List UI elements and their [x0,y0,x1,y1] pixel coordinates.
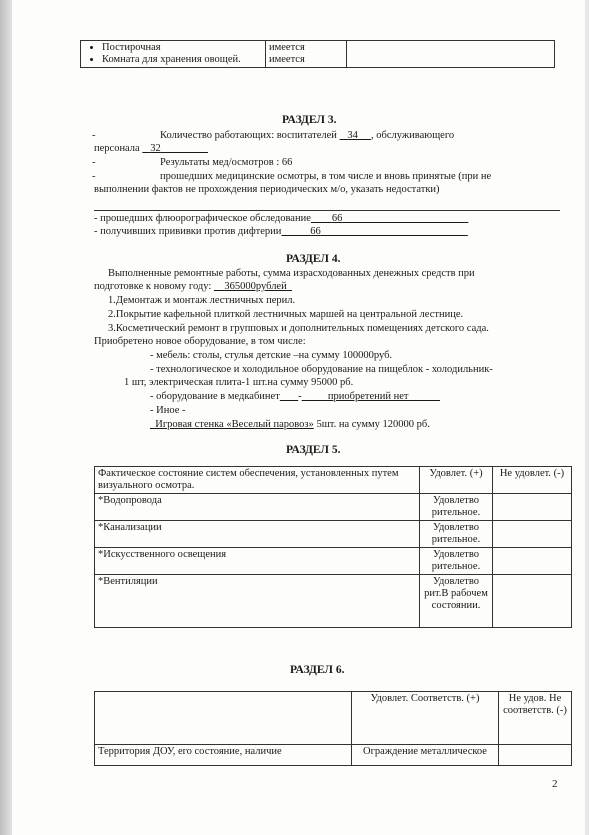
table-cell-empty [499,745,572,766]
repair-item: 1.Демонтаж и монтаж лестничных перил. [108,295,296,306]
table-row [81,41,555,68]
rooms-table [80,40,555,68]
table-cell-empty [493,494,572,521]
table-cell: имеется [269,54,305,65]
system-status: Удовлетво рительное. [420,494,493,521]
equipment-heading: Приобретено новое оборудование, в том числе: [94,336,306,347]
system-name: *Водопровода [95,494,420,521]
table-cell-empty [493,548,572,575]
page-number: 2 [552,778,558,790]
equipment-item: - мебель: столы, стулья детские –на сумму 100000руб. [150,350,393,361]
repair-item: 2.Покрытие кафельной плиткой лестничных маршей на центральной лестнице. [108,309,464,320]
table-cell: Ограждение металлическое [352,745,499,766]
vacc-line: - получивших прививки против дифтерии 66 [94,226,321,237]
table-row [95,745,572,766]
table-row [95,521,572,548]
equipment-item-cont: 1 шт, электрическая плита-1 шт.на сумму 95000 рб. [124,377,354,388]
table-header-row [95,692,572,745]
section4-intro: Выполненные ремонтные работы, сумма израсходованных денежных средств при [108,268,475,279]
table-cell-empty [493,521,572,548]
document-page [12,0,585,835]
repair-item: 3.Косметический ремонт в групповых и дополнительных помещениях детского сада. [108,323,489,334]
dash-marker: - [92,171,96,182]
header-cell: Фактическое состояние систем обеспечения, установленных путем визуального осмотра. [95,467,420,494]
table-cell: имеется [269,42,305,53]
system-name: *Вентиляции [95,575,420,628]
system-status: Удовлетво рительное. [420,521,493,548]
header-cell-empty [95,692,352,745]
game-line: _Игровая стенка «Веселый паровоз» 5шт. на сумму 120000 рб. [150,419,430,430]
header-cell: Удовлет. (+) [420,467,493,494]
staff-personnel-line: персонала 32 [94,143,161,154]
table-cell: Территория ДОУ, его состояние, наличие [95,745,352,766]
equipment-item: - технологическое и холодильное оборудование на пищеблок - холодильник- [150,364,493,375]
table-header-row [95,467,572,494]
system-status: Удовлетво рит.В рабочем состоянии. [420,575,493,628]
system-name: *Канализации [95,521,420,548]
other-line: - Иное - [150,405,186,416]
system-name: *Искусственного освещения [95,548,420,575]
dash-marker: - [92,157,96,168]
section4-intro-2: подготовке к новому году: 365000рублей [94,281,287,292]
header-cell: Не удовлет. (-) [493,467,572,494]
blank-rule [94,210,560,211]
table-row [95,575,572,628]
staff-line: Количество работающих: воспитателей 34 , обслуживающего [160,130,455,141]
territory-table [94,691,572,766]
section4-heading: РАЗДЕЛ 4. [286,253,341,265]
section5-heading: РАЗДЕЛ 5. [286,444,341,456]
fluoro-line: - прошедших флюорографическое обследование 66 [94,213,343,224]
med-line: Результаты мед/осмотров : 66 [160,157,293,168]
systems-table [94,466,572,628]
list-item: • Комната для хранения овощей. [102,54,262,66]
table-cell-empty [493,575,572,628]
table-row [95,548,572,575]
passed-line: прошедших медицинские осмотры, в том числе и вновь принятые (при не [160,171,492,182]
list-item: • Постирочная [102,42,262,54]
medcab-line: - оборудование в медкабинет - приобретений нет [150,391,409,402]
table-cell-empty [347,41,555,68]
table-row [95,494,572,521]
header-cell: Удовлет. Соответств. (+) [352,692,499,745]
section3-heading: РАЗДЕЛ 3. [282,114,337,126]
header-cell: Не удов. Не соответств. (-) [499,692,572,745]
section6-heading: РАЗДЕЛ 6. [290,664,345,676]
system-status: Удовлетво рительное. [420,548,493,575]
dash-marker: - [92,130,96,141]
passed-line-2: выполнении фактов не прохождения периодических м/о, указать недостатки) [94,184,440,195]
